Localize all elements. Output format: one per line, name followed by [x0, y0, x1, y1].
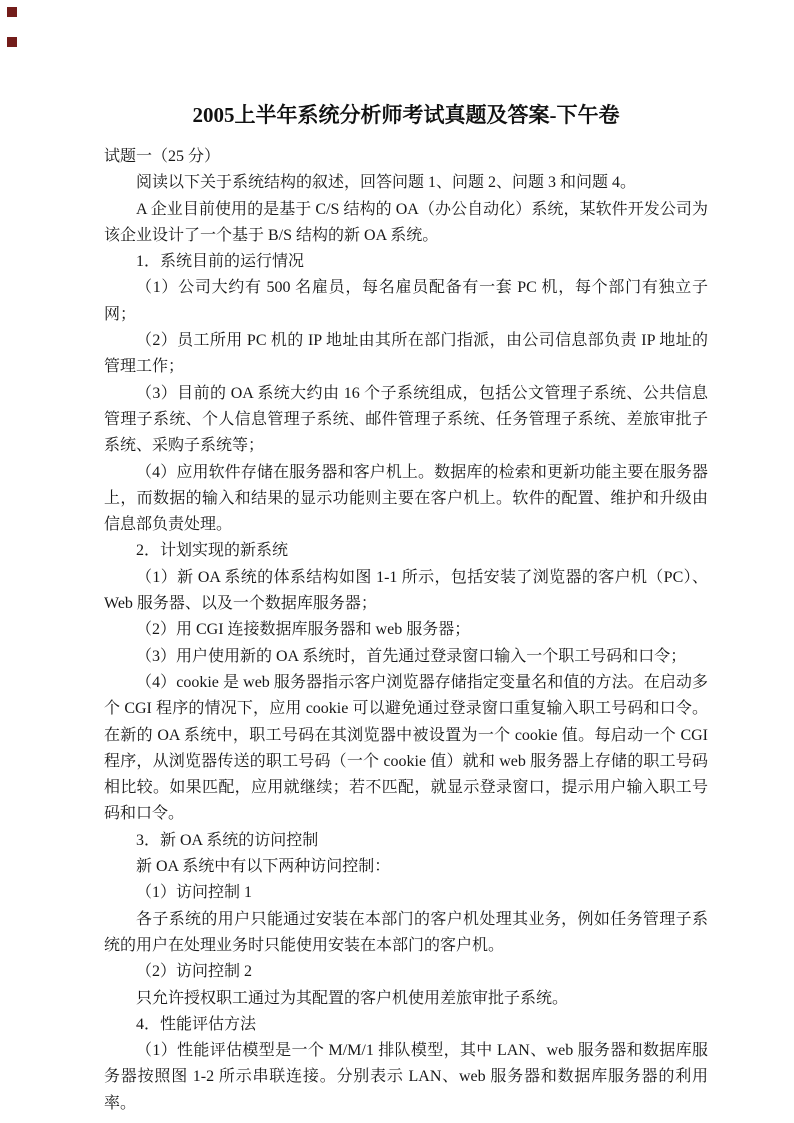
paragraph: （2）访问控制 2 [136, 963, 253, 981]
paragraph: （3）用户使用新的 OA 系统时，首先通过登录窗口输入一个职工号码和口令； [136, 647, 687, 665]
paragraph: 阅读以下关于系统结构的叙述，回答问题 1、问题 2、问题 3 和问题 4。 [136, 174, 637, 192]
paragraph: （4）cookie 是 web 服务器指示客户浏览器存储指定变量名和值的方法。在启动多个 CGI 程序的情况下，应用 cookie 可以避免通过登录窗口重复输入职工号码和口令。在新的 OA 系统中，职工号码在其浏览器中被设置为一个 cookie 值。每启动一个 CGI 程序，从浏览器传送的职工号码（一个 cookie 值）就和 web 服务器上存储的职工号码相比较。如果匹配，应用就继续；若不匹配，就显示登录窗口，提示用户输入职工号码和口令。 [104, 673, 708, 823]
paragraph: 4．性能评估方法 [136, 1015, 257, 1033]
corner-mark-icon [7, 37, 17, 47]
paragraph: 新 OA 系统中有以下两种访问控制： [136, 858, 391, 876]
paragraph: 3．新 OA 系统的访问控制 [136, 831, 319, 849]
paragraph: 试题一（25 分） [104, 148, 221, 165]
paragraph: （1）新 OA 系统的体系结构如图 1-1 所示，包括安装了浏览器的客户机（PC）、Web 服务器、以及一个数据库服务器； [104, 568, 708, 613]
paragraph: 只允许授权职工通过为其配置的客户机使用差旅审批子系统。 [136, 989, 569, 1007]
paragraph: 各子系统的用户只能通过安装在本部门的客户机处理其业务，例如任务管理子系统的用户在处理业务时只能使用安装在本部门的客户机。 [104, 910, 708, 954]
paragraph: 1．系统目前的运行情况 [136, 253, 305, 271]
paragraph: （2）员工所用 PC 机的 IP 地址由其所在部门指派，由公司信息部负责 IP 地址的管理工作； [104, 332, 708, 376]
corner-mark-icon [7, 7, 17, 17]
paragraph-list [104, 144, 708, 1117]
paragraph: A 企业目前使用的是基于 C/S 结构的 OA（办公自动化）系统，某软件开发公司为该企业设计了一个基于 B/S 结构的新 OA 系统。 [104, 200, 708, 244]
paragraph: （3）目前的 OA 系统大约由 16 个子系统组成，包括公文管理子系统、公共信息管理子系统、个人信息管理子系统、邮件管理子系统、任务管理子系统、差旅审批子系统、采购子系统等； [104, 384, 708, 455]
paragraph: （1）公司大约有 500 名雇员，每名雇员配备有一套 PC 机，每个部门有独立子网； [104, 279, 708, 323]
document-title: 2005上半年系统分析师考试真题及答案-下午卷 [192, 103, 620, 127]
paragraph: （1）访问控制 1 [136, 884, 253, 902]
document-content [104, 100, 708, 1117]
paragraph: 2．计划实现的新系统 [136, 542, 289, 560]
paragraph: （2）用 CGI 连接数据库服务器和 web 服务器； [136, 621, 471, 639]
paragraph: （4）应用软件存储在服务器和客户机上。数据库的检索和更新功能主要在服务器上，而数据的输入和结果的显示功能则主要在客户机上。软件的配置、维护和升级由信息部负责处理。 [104, 463, 708, 534]
paragraph: （1）性能评估模型是一个 M/M/1 排队模型，其中 LAN、web 服务器和数据库服务器按照图 1-2 所示串联连接。分别表示 LAN、web 服务器和数据库服务器的利用率。 [104, 1042, 708, 1112]
